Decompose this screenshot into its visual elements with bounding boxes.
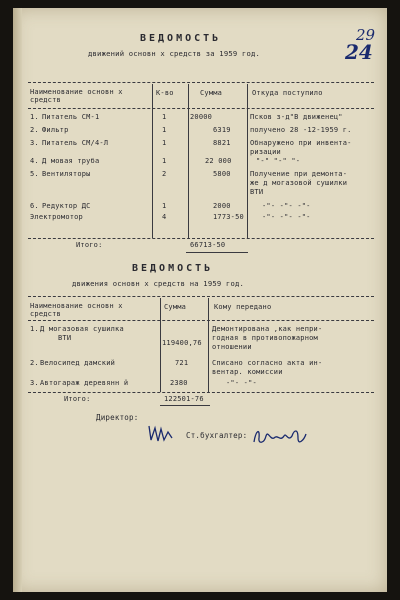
row-name: Электромотор — [30, 213, 83, 221]
row-sum: 1773-50 — [213, 213, 244, 221]
doc2-col-sep-1 — [160, 298, 161, 392]
row-name: Велосипед дамский — [40, 359, 116, 367]
row-name: Фильтр — [42, 126, 69, 134]
doc2-total-sum: 122501-76 — [164, 395, 204, 403]
doc1-header-qty: К-во — [156, 89, 174, 97]
row-source: Обнаружено при инвента- — [250, 139, 352, 147]
row-source: -"- -"- -"- — [262, 202, 311, 210]
doc2-header-sum: Сумма — [164, 303, 187, 311]
row-num: 2. — [30, 126, 39, 134]
row-sum: 8821 — [213, 139, 231, 147]
row-dest: Списано согласно акта ин- — [212, 359, 323, 367]
doc1-col-sep-1 — [152, 84, 153, 238]
accountant-signature — [250, 424, 310, 448]
row-name: Автогараж деревянн й — [40, 379, 129, 387]
row-source: получено 28 -12-1959 г. — [250, 126, 352, 134]
row-qty: 1 — [162, 139, 167, 147]
doc1-col-sep-2 — [188, 84, 189, 238]
row-num: 1. — [30, 325, 39, 333]
row-name: Редуктор ДС — [42, 202, 91, 210]
row-name: Питатель СМ/4-Л — [42, 139, 109, 147]
doc2-total-underline — [160, 405, 210, 406]
row-name: Д могазовая сушилка — [40, 325, 124, 333]
doc1-total-rule — [28, 238, 374, 239]
row-qty: 1 — [162, 113, 167, 121]
doc2-title: ВЕДОМОСТЬ — [132, 263, 214, 274]
row-source: Получение при демонта- — [250, 170, 348, 178]
doc1-col-sep-3 — [247, 84, 248, 238]
page-number-handwritten: 29 — [356, 26, 376, 44]
doc2-header-name: Наименование основн х средств — [30, 302, 123, 319]
page-number-handwritten-alt: 24 — [345, 40, 373, 64]
row-name-cont: ВТИ — [58, 334, 72, 342]
row-num: 3. — [30, 139, 39, 147]
doc1-total-label: Итого: — [76, 241, 103, 249]
row-name: Д мовая труба — [42, 157, 100, 165]
row-dest-cont: вентар. комиссии — [212, 368, 283, 376]
row-sum: 2000 — [213, 202, 231, 210]
row-qty: 4 — [162, 213, 167, 221]
doc2-col-sep-2 — [208, 298, 209, 392]
doc1-header-name: Наименование основн х средств — [30, 88, 123, 105]
row-qty: 1 — [162, 157, 167, 165]
row-name: Питатель СМ-1 — [42, 113, 100, 121]
row-sum: 119400,76 — [162, 339, 202, 347]
row-qty: 2 — [162, 170, 167, 178]
row-dest: -"- -"- — [226, 379, 257, 387]
row-source: Псков з-д"В движенец" — [250, 113, 343, 121]
row-qty: 1 — [162, 126, 167, 134]
row-name: Вентиляторы — [42, 170, 91, 178]
row-num: 6. — [30, 202, 39, 210]
row-dest-cont: годная в противопожарном — [212, 334, 318, 342]
doc2-total-label: Итого: — [64, 395, 91, 403]
doc2-header-rule — [28, 320, 374, 321]
doc1-header-source: Откуда поступило — [252, 89, 323, 97]
row-num: 1. — [30, 113, 39, 121]
row-source: -"- -"- -"- — [262, 213, 311, 221]
row-num: 4. — [30, 157, 39, 165]
doc2-header-dest: Кому передано — [214, 303, 272, 311]
row-sum: 721 — [175, 359, 189, 367]
row-source: "-" "-" "- — [256, 157, 301, 165]
row-num: 3. — [30, 379, 39, 387]
row-source-cont: ризации — [250, 148, 281, 156]
row-sum: 2380 — [170, 379, 188, 387]
doc2-subtitle: движения основн х средств на 1959 год. — [72, 279, 245, 288]
row-sum: 6319 — [213, 126, 231, 134]
row-sum: 20000 — [190, 113, 213, 121]
row-dest: Демонтирована ,как непри- — [212, 325, 323, 333]
row-qty: 1 — [162, 202, 167, 210]
doc1-total-sum: 66713-50 — [190, 241, 226, 249]
row-num: 5. — [30, 170, 39, 178]
director-label: Директор: — [96, 413, 139, 422]
row-sum: 5800 — [213, 170, 231, 178]
row-num: 2. — [30, 359, 39, 367]
page-binding-edge — [13, 8, 22, 592]
director-signature — [146, 420, 176, 446]
row-source-cont: же д могазовой сушилки — [250, 179, 348, 187]
doc1-total-underline — [186, 252, 248, 253]
doc1-title: ВЕДОМОСТЬ — [140, 33, 222, 44]
row-sum: 22 000 — [205, 157, 232, 165]
doc1-subtitle: движений основн х средств за 1959 год. — [88, 49, 261, 58]
doc1-header-sum: Сумма — [200, 89, 223, 97]
doc2-total-rule — [28, 392, 374, 393]
doc1-header-rule — [28, 108, 374, 109]
doc2-table-top-rule — [28, 296, 374, 297]
row-source-cont2: ВТИ — [250, 188, 264, 196]
row-dest-cont2: отношении — [212, 343, 252, 351]
accountant-label: Ст.бухгалтер: — [186, 431, 248, 440]
doc1-table-top-rule — [28, 82, 374, 83]
